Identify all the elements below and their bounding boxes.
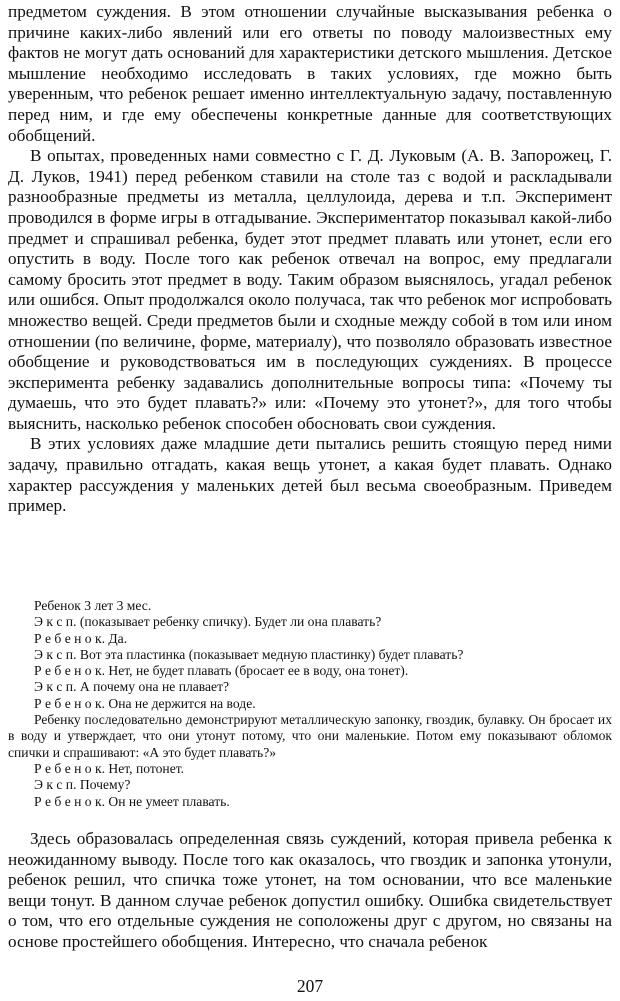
dialog-line: Э к с п. (показывает ребенку спичку). Будет ли она плавать? [34,614,382,630]
paragraph-3: В этих условиях даже младшие дети пытались решить стоящую перед ними задачу, правильно отгадать, какая вещь утонет, а какая будет плавать. Однако характер рассуждения у маленьких детей был весьма своеобразным. Приведем пример. [8,434,612,516]
paragraph-2: В опытах, проведенных нами совместно с Г. Д. Луковым (А. В. Запорожец, Г. Д. Луков, 1941) перед ребенком ставили на столе таз с водой и раскладывали разнообразные предметы из металла, целлулоида, дерева и т.п. Эксперимент проводился в форме игры в отгадывание. Экспериментатор показывал какой-либо предмет и спрашивал ребенка, будет этот предмет плавать или утонет, если его опустить в воду. После того как ребенок отвечал на вопрос, ему предлагали самому бросить этот предмет в воду. Таким образом выяснялось, угадал ребенок или ошибся. Опыт продолжался около получаса, так что ребенок мог испробовать множество вещей. Среди предметов были и сходные между собой в том или ином отношении (по величине, форме, материалу), что позволяло образовать известное обобщение и руководствоваться им в последующих суждениях. В процессе эксперимента ребенку задавались дополнительные вопросы типа: «Почему ты думаешь, что это будет плавать?» или: «Почему это утонет?», для того чтобы выяснить, насколько ребенок способен обосновать свои суждения. [8,146,612,433]
dialog-line: Э к с п. Почему? [34,777,131,793]
dialog-line: Р е б е н о к. Нет, не будет плавать (бросает ее в воду, она тонет). [34,663,409,679]
dialog-line: Э к с п. Вот эта пластинка (показывает медную пластинку) будет плавать? [34,646,464,662]
dialog-line: Р е б е н о к. Она не держится на воде. [34,695,256,711]
main-text-top [8,2,612,517]
paragraph-1: предметом суждения. В этом отношении случайные высказывания ребенка о причине каких-либо явлений или его ответы по поводу малоизвестных ему фактов не могут дать оснований для характеристики детского мышления. Детское мышление необходимо исследовать в таких условиях, где можно быть уверенным, что ребенок решает именно интеллектуальную задачу, поставленную перед ним, и где ему обеспечены конкретные данные для соответствующих обобщений. [8,2,612,145]
main-text-bottom [8,829,612,953]
paragraph-4: Здесь образовалась определенная связь суждений, которая привела ребенка к неожиданному выводу. После того как оказалось, что гвоздик и запонка утонули, ребенок решил, что спичка тоже утонет, на том основании, что все маленькие вещи тонут. В данном случае ребенок допустил ошибку. Ошибка свидетельствует о том, что его отдельные суждения не соположены друг с другом, но связаны на основе простейшего обобщения. Интересно, что сначала ребенок [8,829,612,951]
dialog-line: Р е б е н о к. Да. [34,630,128,646]
dialog-excerpt [8,598,612,810]
dialog-line: Э к с п. А почему она не плавает? [34,679,230,695]
dialog-narration: Ребенку последовательно демонстрируют металлическую запонку, гвоздик, булавку. Он бросает их в воду и утверждает, что они утонут потому, что они маленькие. Потом ему показывают обломок спички и спрашивают: «А это будет плавать?» [8,712,612,760]
page-number: 207 [296,976,324,996]
dialog-heading: Ребенок 3 лет 3 мес. [34,598,152,613]
dialog-line: Р е б е н о к. Он не умеет плавать. [34,793,230,809]
dialog-line: Р е б е н о к. Нет, потонет. [34,760,185,776]
